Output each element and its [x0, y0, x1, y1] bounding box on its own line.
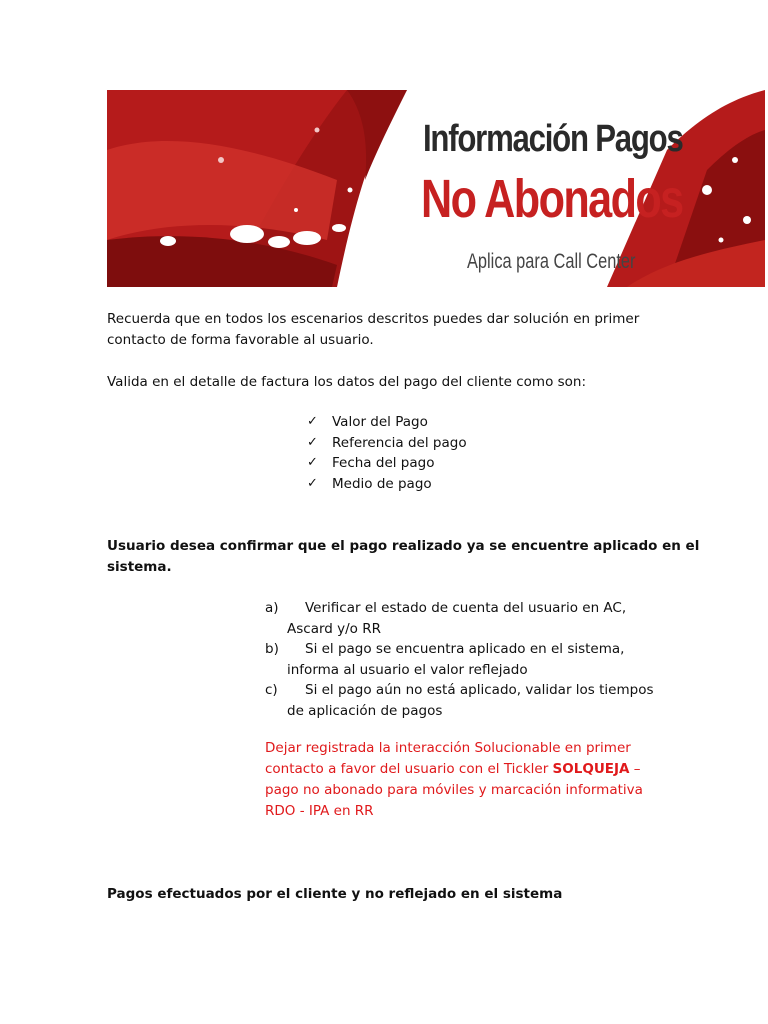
header-banner [107, 90, 765, 287]
checklist-item [307, 433, 467, 454]
note-line-1: Dejar registrada la interacción Solucionable en primer [265, 740, 631, 756]
intro-line-1: Recuerda que en todos los escenarios descritos puedes dar solución en primer [107, 311, 640, 327]
step-item [265, 639, 675, 680]
step-line-2: de aplicación de pagos [287, 702, 443, 719]
step-marker: b) [265, 641, 279, 657]
banner-title-line1: Información Pagos [423, 118, 683, 160]
checkmark-icon: ✓ [307, 475, 318, 491]
checkmark-icon: ✓ [307, 414, 318, 429]
step-line-1: Verificar el estado de cuenta del usuario en AC, [305, 600, 627, 616]
checklist-item [307, 453, 467, 474]
step-marker: c) [265, 682, 278, 698]
checklist-label: Valor del Pago [332, 414, 428, 430]
checklist-item [307, 412, 467, 433]
step-line-1: Si el pago aún no está aplicado, validar los tiempos [305, 682, 654, 698]
step-item [265, 680, 675, 721]
banner-subtitle: Aplica para Call Center [467, 250, 636, 273]
note-line-4: RDO - IPA en RR [265, 803, 374, 819]
checklist-label: Medio de pago [332, 475, 432, 492]
section2-heading: Pagos efectuados por el cliente y no reflejado en el sistema [107, 886, 563, 902]
note-line-2-post: – [629, 761, 641, 777]
step-item [265, 598, 675, 639]
step-marker: a) [265, 600, 279, 616]
checkmark-icon: ✓ [307, 455, 318, 470]
note-line-2-pre: contacto a favor del usuario con el Tickler [265, 761, 553, 777]
payment-checklist [307, 412, 467, 494]
checklist-label: Referencia del pago [332, 434, 467, 451]
tickler-note [265, 738, 665, 822]
step-line-2: Ascard y/o RR [287, 620, 381, 637]
intro-paragraph [107, 309, 667, 351]
checklist-item [307, 474, 467, 495]
section1-heading-line-1: Usuario desea confirmar que el pago realizado ya se encuentre aplicado en el [107, 538, 700, 554]
step-line-2: informa al usuario el valor reflejado [287, 661, 528, 678]
banner-title-line2: No Abonados [421, 169, 683, 229]
checklist-label: Fecha del pago [332, 455, 435, 471]
checkmark-icon: ✓ [307, 434, 318, 450]
step-line-1: Si el pago se encuentra aplicado en el sistema, [305, 641, 625, 657]
intro-line-2: contacto de forma favorable al usuario. [107, 332, 374, 348]
steps-list [265, 598, 675, 721]
section1-heading [107, 536, 707, 578]
validate-paragraph: Valida en el detalle de factura los datos del pago del cliente como son: [107, 374, 587, 390]
note-line-3: pago no abonado para móviles y marcación informativa [265, 782, 643, 798]
tickler-code: SOLQUEJA [552, 761, 630, 777]
section1-heading-line-2: sistema. [107, 559, 172, 575]
